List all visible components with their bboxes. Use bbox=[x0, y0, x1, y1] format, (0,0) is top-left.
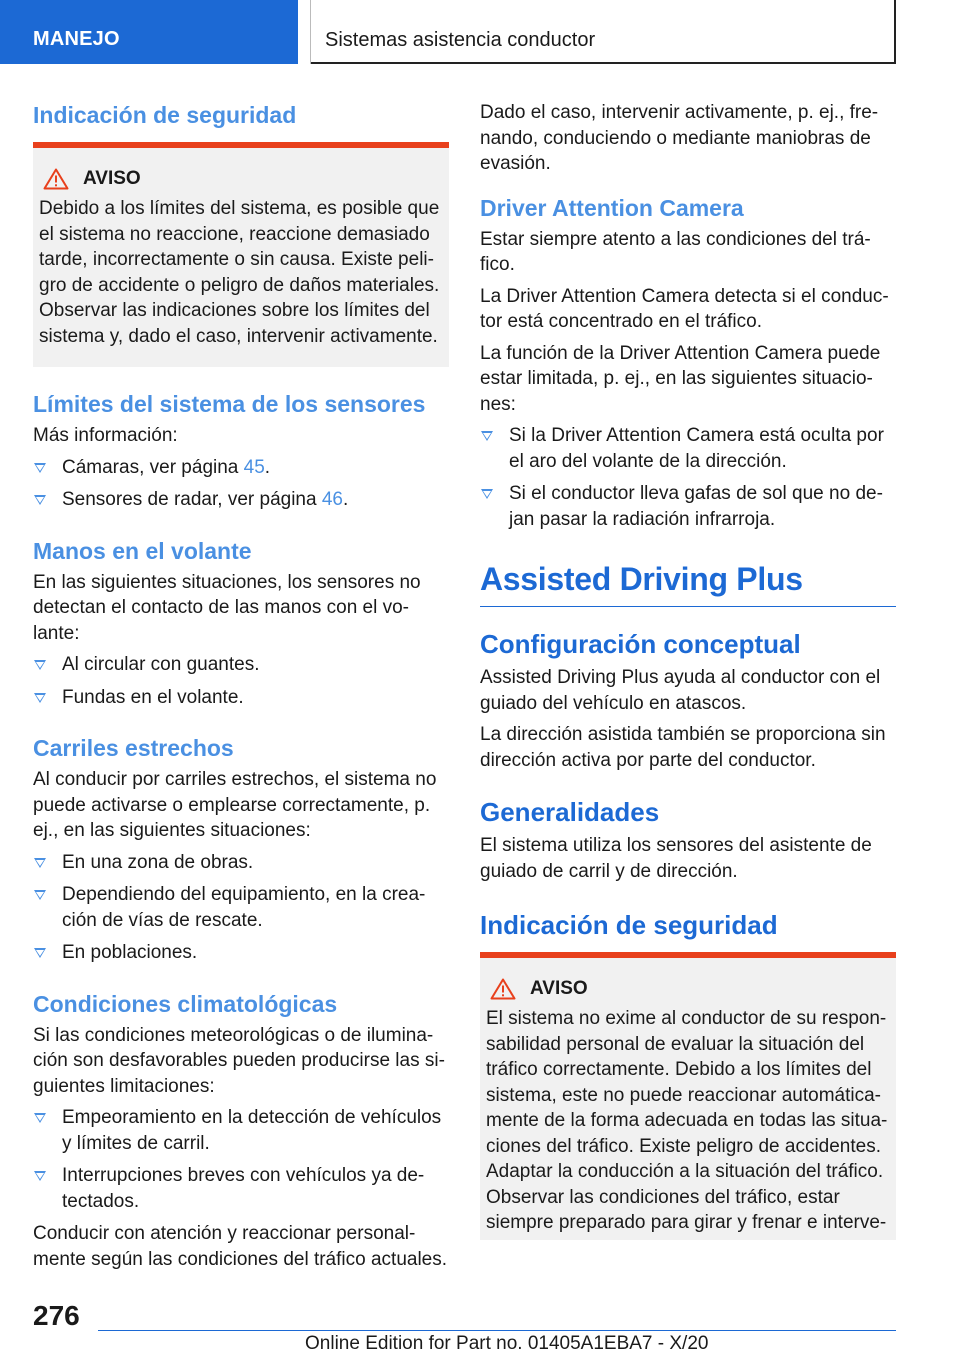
warning-label: AVISO bbox=[83, 168, 141, 189]
list-item bbox=[480, 423, 896, 474]
warning-box-right bbox=[480, 952, 896, 1240]
left-column bbox=[33, 100, 449, 1278]
concept-p2: La dirección asistida también se proporciona sin dirección activa por parte del conductor. bbox=[480, 724, 886, 771]
camera-p2: La Driver Attention Camera detecta si el conduc-tor está concentrado en el tráfico. bbox=[480, 285, 889, 332]
list-item bbox=[33, 882, 449, 933]
list-item-text: En una zona de obras. bbox=[62, 851, 254, 873]
list-item-text: Al circular con guantes. bbox=[62, 654, 260, 675]
bullet-triangle-icon bbox=[34, 463, 46, 473]
camera-p3: La función de la Driver Attention Camera puede estar limitada, p. ej., en las siguientes situacio-nes: bbox=[480, 342, 881, 415]
list-item bbox=[33, 652, 449, 678]
camera-p1: Estar siempre atento a las condiciones del trá-fico. bbox=[480, 228, 871, 275]
hands-list bbox=[33, 652, 449, 710]
warning-box-left bbox=[33, 142, 449, 367]
list-item-text: Fundas en el volante. bbox=[62, 686, 244, 708]
list-item-text: Si la Driver Attention Camera está oculta por el aro del volante de la dirección. bbox=[509, 425, 884, 472]
page-number: 276 bbox=[33, 1300, 80, 1331]
warning-title-left bbox=[39, 168, 441, 190]
sensors-heading: Límites del sistema de los sensores bbox=[33, 391, 426, 417]
camera-heading: Driver Attention Camera bbox=[480, 194, 744, 221]
safety-heading-left: Indicación de seguridad bbox=[33, 102, 297, 128]
weather-text: Si las condiciones meteorológicas o de ilumina-ción son desfavorables pueden producirse las si-guientes limitaciones: bbox=[33, 1024, 445, 1097]
concept-p1: Assisted Driving Plus ayuda al conductor con el guiado del vehículo en atascos. bbox=[480, 667, 881, 714]
bullet-triangle-icon bbox=[34, 890, 46, 900]
general-text: El sistema utiliza los sensores del asistente de guiado de carril y de dirección. bbox=[480, 835, 872, 882]
bullet-triangle-icon bbox=[34, 858, 46, 868]
camera-list bbox=[480, 423, 896, 532]
warning-label: AVISO bbox=[530, 978, 588, 999]
edition-text: Online Edition for Part no. 01405A1EBA7 - X/20 bbox=[305, 1333, 709, 1354]
list-item bbox=[33, 940, 449, 966]
section-tab bbox=[0, 0, 298, 64]
warning-text-right: El sistema no exime al conductor de su respon-sabilidad personal de evaluar la situación del tráfico correctamente. Debido a los límites del sistema, este no puede reaccionar automática-mente de la forma adecuada en todas las situa-ciones del tráfico. Existe peligro de accidentes. Adaptar la conducción a la situación del tráfico. Observar las condiciones del tráfico, estar siempre preparado para girar y frenar e interve- bbox=[486, 1008, 888, 1233]
lanes-heading: Carriles estrechos bbox=[33, 735, 234, 761]
bullet-triangle-icon bbox=[34, 495, 46, 505]
bullet-triangle-icon bbox=[34, 1171, 46, 1181]
list-item bbox=[33, 685, 449, 711]
hands-text: En las siguientes situaciones, los sensores no detectan el contacto de las manos con el vo-lante: bbox=[33, 571, 421, 644]
bullet-triangle-icon bbox=[34, 660, 46, 670]
page-link-46[interactable]: 46 bbox=[321, 489, 343, 510]
weather-heading: Condiciones climatológicas bbox=[33, 990, 338, 1017]
weather-closing: Conducir con atención y reaccionar personal-mente según las condiciones del tráfico actuales. bbox=[33, 1223, 448, 1270]
list-item-suffix: . bbox=[264, 456, 271, 478]
bullet-triangle-icon bbox=[481, 431, 493, 441]
sensors-intro: Más información: bbox=[33, 425, 178, 446]
list-item-text: Interrupciones breves con vehículos ya de-tectados. bbox=[62, 1165, 425, 1212]
list-item bbox=[33, 487, 449, 513]
intro-text: Dado el caso, intervenir activamente, p. ej., fre-nando, conduciendo o mediante maniobras de evasión. bbox=[480, 102, 879, 174]
warning-text-left: Debido a los límites del sistema, es posible que el sistema no reaccione, reaccione demasiado tarde, incorrectamente o sin causa. Existe peli-gro de accidente o peligro de daños materiales. Observar las indicaciones sobre los límites del sistema y, dado el caso, intervenir activamente. bbox=[39, 198, 440, 347]
list-item-text: Si el conductor lleva gafas de sol que no de-jan pasar la radiación infrarroja. bbox=[509, 483, 883, 530]
list-item-text: Dependiendo del equipamiento, en la crea-ción de vías de rescate. bbox=[62, 884, 426, 931]
general-heading: Generalidades bbox=[480, 797, 660, 827]
list-item bbox=[33, 455, 449, 481]
warning-triangle-icon bbox=[490, 978, 516, 1000]
sensors-list bbox=[33, 455, 449, 513]
right-column bbox=[480, 100, 896, 1262]
chapter-header bbox=[311, 0, 896, 64]
weather-list bbox=[33, 1105, 449, 1214]
list-item-suffix: . bbox=[342, 489, 349, 510]
safety-heading-right: Indicación de seguridad bbox=[480, 910, 778, 940]
list-item bbox=[33, 1105, 449, 1156]
warning-title-right bbox=[486, 978, 888, 1000]
bullet-triangle-icon bbox=[34, 1113, 46, 1123]
main-title: Assisted Driving Plus bbox=[480, 559, 896, 607]
lanes-list bbox=[33, 850, 449, 966]
footer-divider bbox=[98, 1330, 896, 1331]
chapter-title: Sistemas asistencia conductor bbox=[325, 29, 596, 51]
bullet-triangle-icon bbox=[34, 948, 46, 958]
section-title: MANEJO bbox=[33, 28, 120, 50]
page-link-45[interactable]: 45 bbox=[243, 456, 265, 478]
list-item bbox=[33, 850, 449, 876]
list-item bbox=[33, 1163, 449, 1214]
concept-heading: Configuración conceptual bbox=[480, 629, 801, 659]
list-item-text: Sensores de radar, ver página bbox=[62, 489, 322, 510]
list-item-text: Cámaras, ver página bbox=[62, 456, 244, 478]
list-item-text: En poblaciones. bbox=[62, 942, 198, 963]
warning-triangle-icon bbox=[43, 168, 69, 190]
bullet-triangle-icon bbox=[34, 693, 46, 703]
hands-heading: Manos en el volante bbox=[33, 537, 252, 564]
bullet-triangle-icon bbox=[481, 489, 493, 499]
list-item-text: Empeoramiento en la detección de vehículos y límites de carril. bbox=[62, 1107, 442, 1154]
lanes-text: Al conducir por carriles estrechos, el sistema no puede activarse o emplearse correctamente, p. ej., en las siguientes situaciones: bbox=[33, 769, 437, 841]
list-item bbox=[480, 481, 896, 532]
